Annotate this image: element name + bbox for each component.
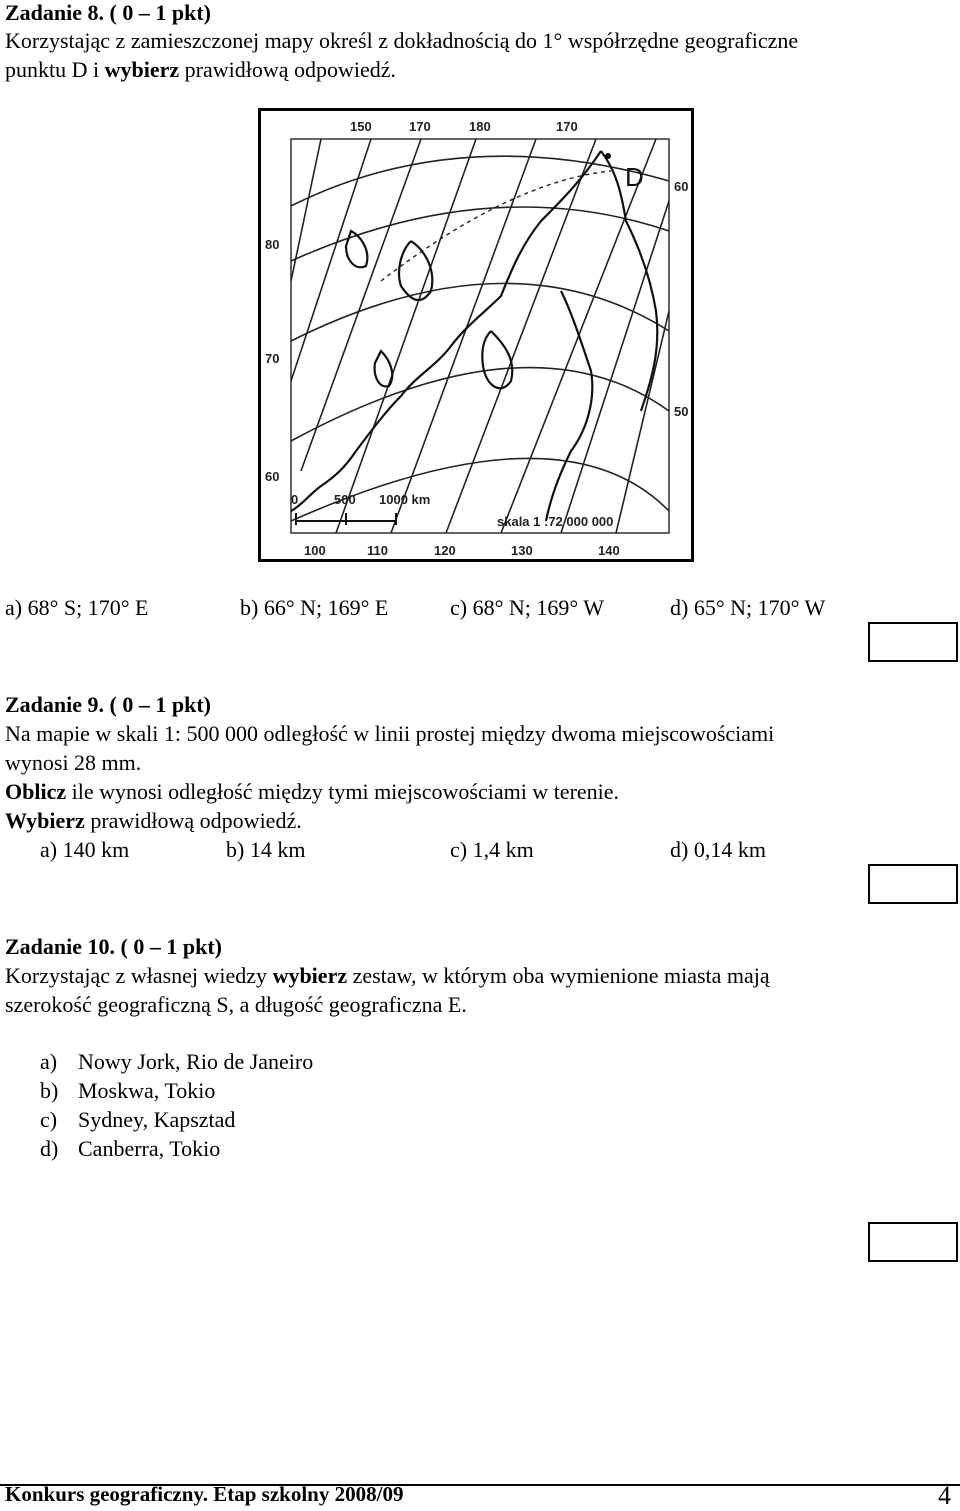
map-bottom-label: 130 [511,543,533,558]
map-left-label: 70 [265,351,280,366]
task8-option-b[interactable]: b) 66° N; 169° E [240,595,389,620]
scale-tick-label: 0 [291,492,299,507]
task10-option-a[interactable]: a) Nowy Jork, Rio de Janeiro [40,1049,314,1074]
footer-text: Konkurs geograficzny. Etap szkolny 2008/09 [5,1482,404,1506]
map-top-label: 170 [556,119,578,134]
task9-heading: Zadanie 9. ( 0 – 1 pkt) [5,692,211,717]
task9-instruction-line2: wynosi 28 mm. [5,750,142,775]
task10-answer-box[interactable] [868,1222,958,1262]
page-number: 4 [938,1481,951,1510]
map-right-label: 50 [674,404,689,419]
task9-instruction-line3: Oblicz ile wynosi odległość między tymi miejscowościami w terenie. [5,779,620,804]
task10-instruction-line1: Korzystając z własnej wiedzy wybierz zestaw, w którym oba wymienione miasta mają [5,963,770,988]
task10-instruction-line2: szerokość geograficzną S, a długość geograficzna E. [5,992,467,1017]
task8-option-a[interactable]: a) 68° S; 170° E [5,595,149,620]
task9-instruction-line1: Na mapie w skali 1: 500 000 odległość w linii prostej między dwoma miejscowościami [5,721,775,746]
task8-answer-box[interactable] [868,622,958,662]
map-bottom-label: 110 [367,543,388,558]
task9-option-c[interactable]: c) 1,4 km [450,837,534,862]
task9-answer-box[interactable] [868,864,958,904]
map-graticule [261,111,691,559]
map-figure [258,108,694,562]
map-left-label: 80 [265,237,280,252]
task10-option-c[interactable]: c) Sydney, Kapsztad [40,1107,236,1132]
task9-option-b[interactable]: b) 14 km [226,837,306,862]
task8-instruction-line2: punktu D i wybierz prawidłową odpowiedź. [5,57,397,82]
map-bottom-label: 120 [434,543,456,558]
task8-heading: Zadanie 8. ( 0 – 1 pkt) [5,0,211,25]
map-right-label: 60 [674,179,689,194]
task10-option-b[interactable]: b) Moskwa, Tokio [40,1078,216,1103]
task9-option-d[interactable]: d) 0,14 km [670,837,766,862]
task8-option-c[interactable]: c) 68° N; 169° W [450,595,605,620]
point-d-label: D [625,162,644,192]
task10-heading: Zadanie 10. ( 0 – 1 pkt) [5,934,222,959]
task10-option-d[interactable]: d) Canberra, Tokio [40,1136,221,1161]
map-scale-bar [296,513,396,525]
scale-tick-label: 1000 km [379,492,431,507]
map-bottom-label: 140 [598,543,620,558]
map-bottom-label: 100 [304,543,326,558]
map-scale-text: skala 1 :72 000 000 [497,514,614,529]
point-d-marker [605,153,611,159]
task8-option-d[interactable]: d) 65° N; 170° W [670,595,826,620]
map-top-label: 180 [469,119,491,134]
task8-instruction-line1: Korzystając z zamieszczonej mapy określ z dokładnością do 1° współrzędne geograficzne [5,28,799,53]
map-top-label: 150 [350,119,372,134]
map-left-label: 60 [265,469,280,484]
map-top-label: 170 [409,119,431,134]
scale-tick-label: 500 [334,492,356,507]
task9-option-a[interactable]: a) 140 km [40,837,130,862]
task9-instruction-line4: Wybierz prawidłową odpowiedź. [5,808,302,833]
